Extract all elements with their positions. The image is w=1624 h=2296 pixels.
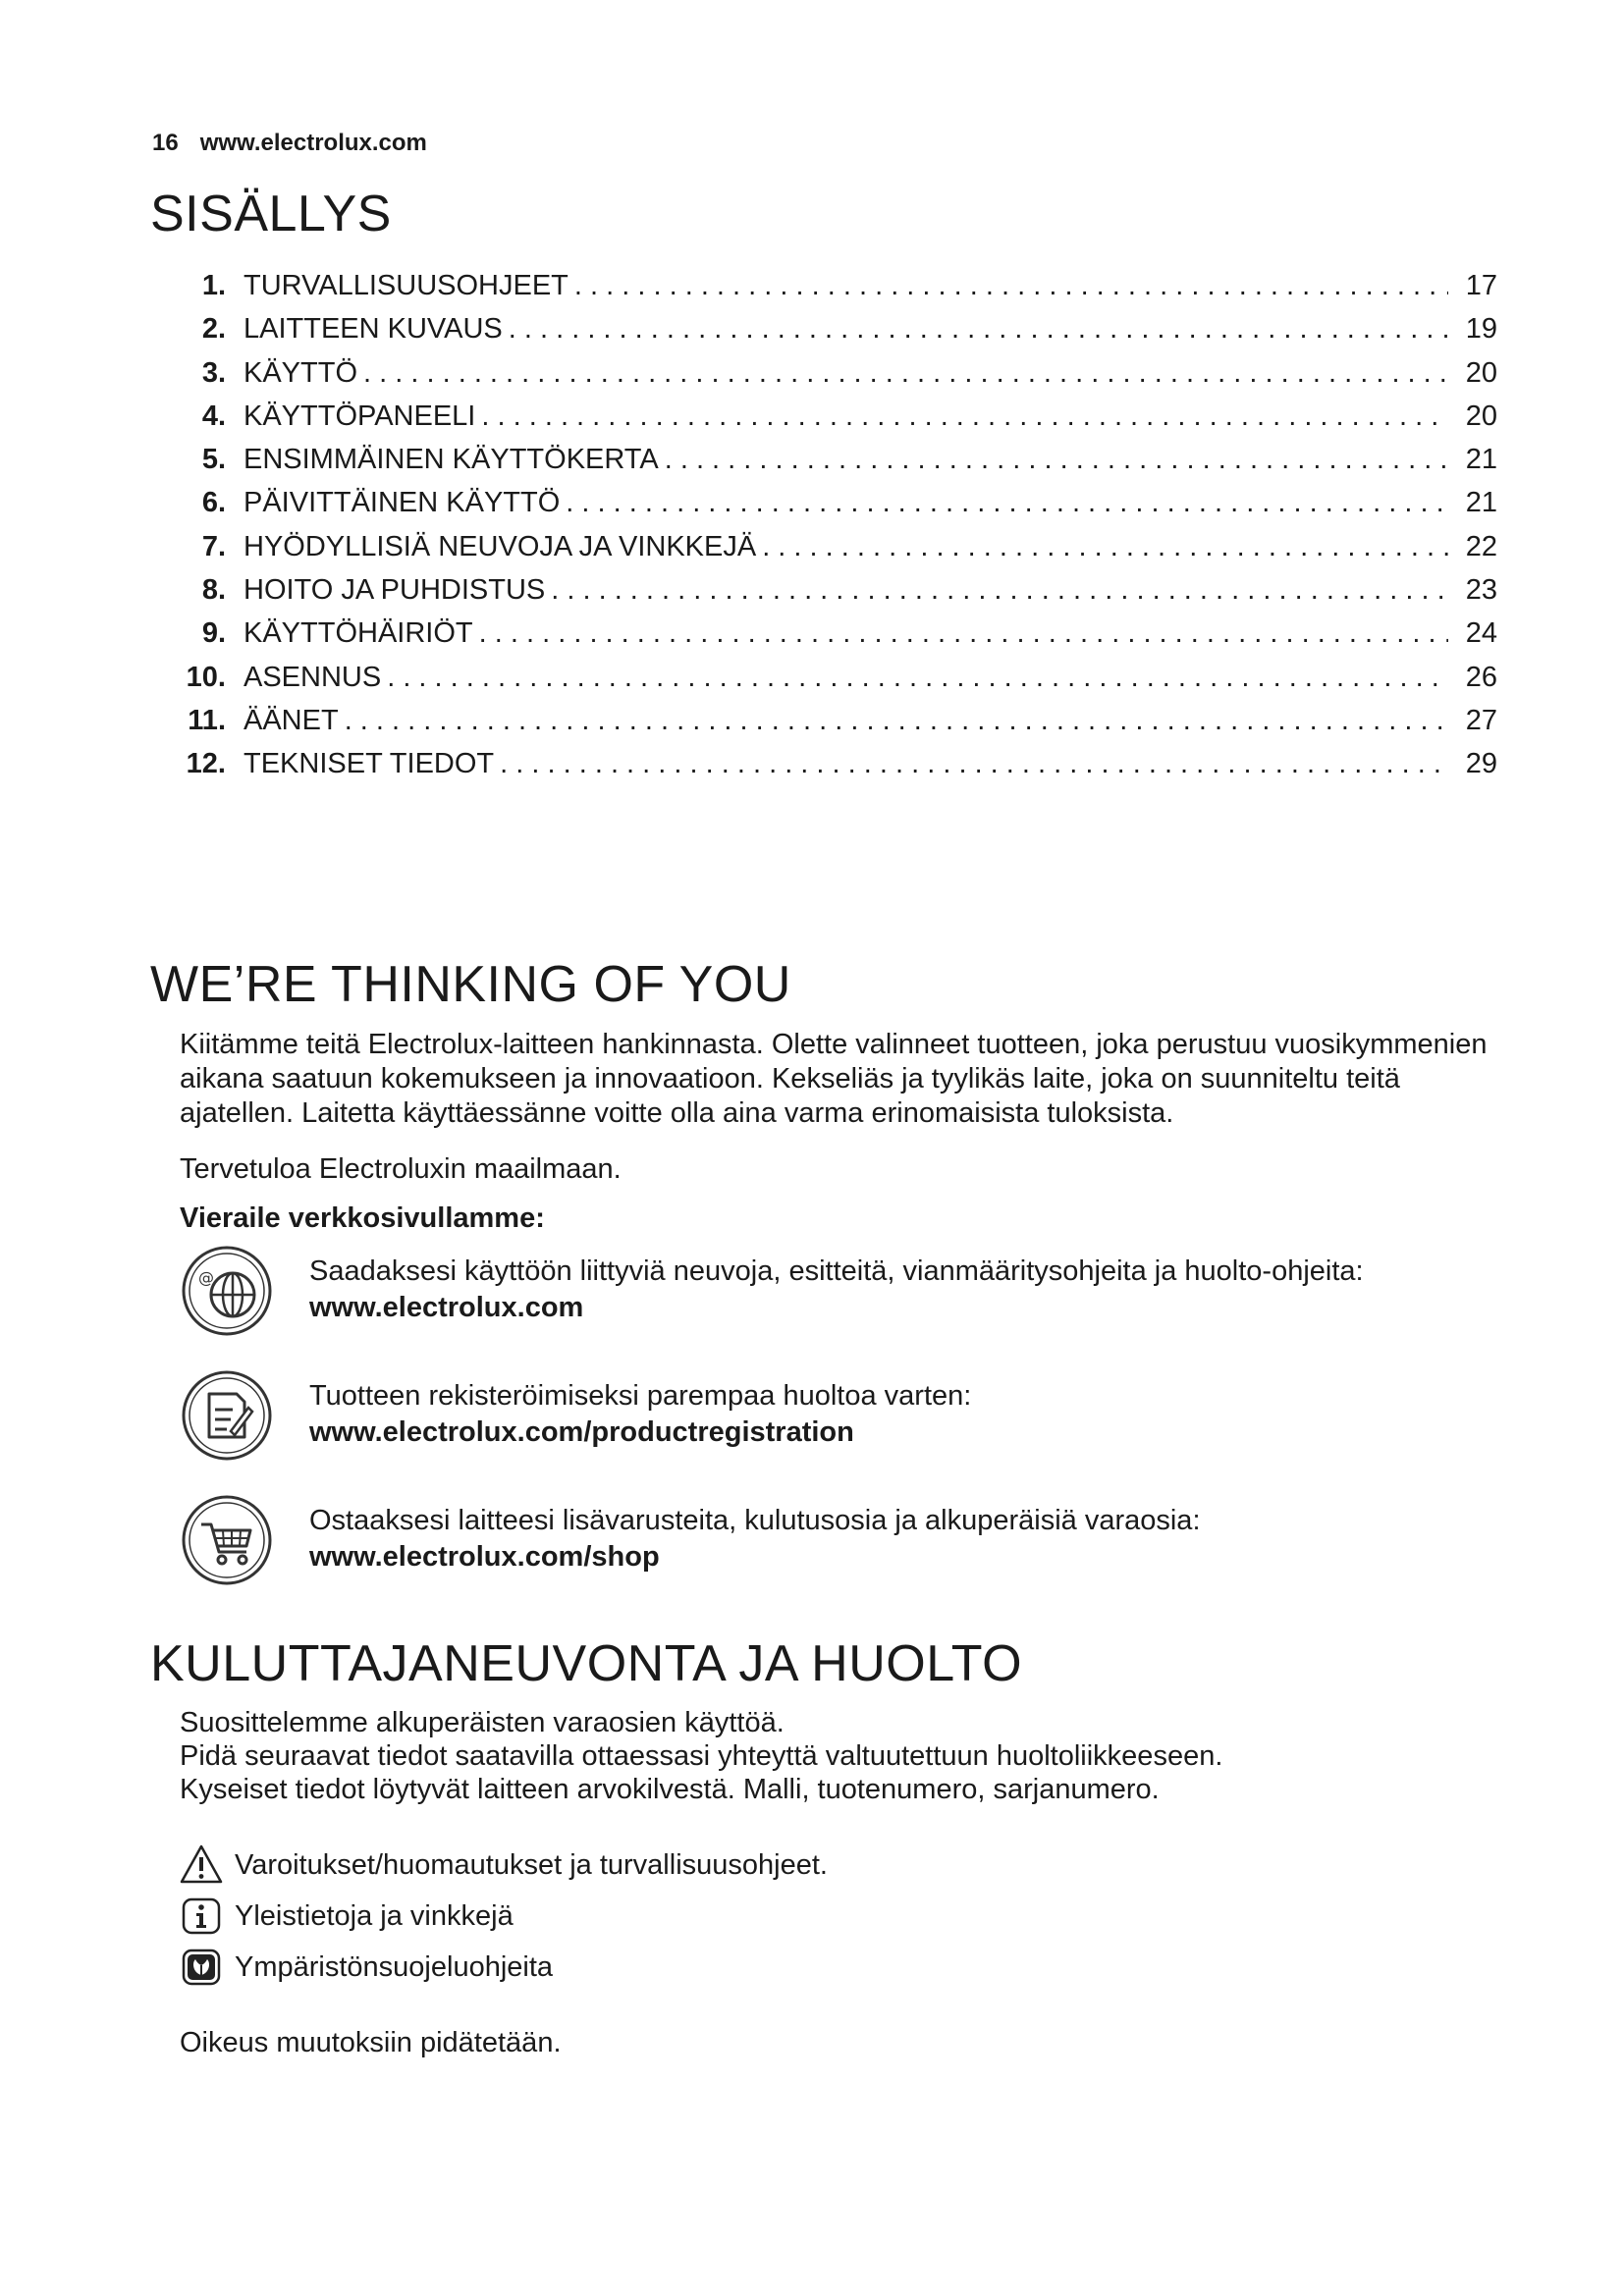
toc-leader-dots: [574, 270, 1448, 302]
toc-item[interactable]: [182, 662, 1497, 705]
toc-leader-dots: [481, 400, 1448, 433]
warning-icon: [180, 1843, 223, 1887]
toc-item-page: 21: [1465, 444, 1497, 476]
page-number: 16: [152, 130, 179, 156]
legend-text-info: Yleistietoja ja vinkkejä: [235, 1899, 514, 1932]
toc-item-title[interactable]: HOITO JA PUHDISTUS: [244, 574, 546, 607]
welcome-text: Tervetuloa Electroluxin maailmaan.: [180, 1153, 622, 1185]
toc-item-title[interactable]: LAITTEEN KUVAUS: [244, 313, 503, 346]
toc-item-number: 3.: [201, 356, 226, 389]
toc-title: SISÄLLYS: [150, 186, 392, 242]
link-website[interactable]: www.electrolux.com: [309, 1292, 584, 1323]
toc-item[interactable]: [182, 270, 1497, 313]
link-registration[interactable]: www.electrolux.com/productregistration: [309, 1416, 854, 1448]
toc-item-number: 2.: [201, 313, 226, 346]
header-url[interactable]: www.electrolux.com: [199, 130, 427, 156]
toc-item[interactable]: [182, 444, 1497, 487]
toc-item[interactable]: [182, 400, 1497, 444]
toc-item-number: 10.: [186, 661, 226, 693]
toc-leader-dots: [345, 705, 1448, 737]
toc-item-title[interactable]: KÄYTTÖHÄIRIÖT: [244, 617, 473, 650]
toc-item[interactable]: [182, 313, 1497, 356]
toc-item[interactable]: [182, 574, 1497, 617]
toc-item-number: 7.: [201, 530, 226, 562]
toc-item-title[interactable]: HYÖDYLLISIÄ NEUVOJA JA VINKKEJÄ: [244, 530, 757, 562]
legend-row-environment: [180, 1946, 553, 1989]
toc-item-number: 4.: [201, 400, 226, 432]
toc-item-title[interactable]: PÄIVITTÄINEN KÄYTTÖ: [244, 487, 561, 519]
toc-item-number: 12.: [186, 748, 226, 780]
visit-text-website: Saadaksesi käyttöön liittyviä neuvoja, esitteitä, vianmääritysohjeita ja huolto-ohjeita:: [309, 1255, 1364, 1287]
page-header: [152, 130, 427, 157]
visit-text-registration: Tuotteen rekisteröimiseksi parempaa huoltoa varten:: [309, 1380, 972, 1412]
legend-row-info: [180, 1895, 514, 1938]
toc-item-page: 22: [1465, 530, 1497, 562]
visit-row-website: [180, 1244, 1495, 1352]
toc-item-page: 27: [1465, 704, 1497, 736]
visit-row-registration: [180, 1368, 1495, 1476]
toc-item-title[interactable]: TEKNISET TIEDOT: [244, 748, 495, 780]
toc-item-number: 11.: [188, 704, 226, 736]
toc-leader-dots: [363, 357, 1448, 390]
toc-leader-dots: [387, 662, 1448, 694]
toc-leader-dots: [479, 617, 1448, 650]
service-title: KULUTTAJANEUVONTA JA HUOLTO: [150, 1635, 1023, 1692]
service-line-2: Pidä seuraavat tiedot saatavilla ottaessasi yhteyttä valtuutettuun huoltoliikkeeseen.: [180, 1740, 1223, 1772]
toc-leader-dots: [551, 574, 1448, 607]
toc-item-page: 17: [1465, 270, 1497, 301]
toc-item-page: 26: [1465, 661, 1497, 693]
intro-paragraph: Kiitämme teitä Electrolux-laitteen hankinnasta. Olette valinneet tuotteen, joka perustuu vuosikymmenien aikana saatuun kokemukseen ja innovaatioon. Kekseliäs ja tyylikäs laite, joka on suunniteltu teitä ajatellen. Laitetta käyttäessänne voitte olla aina varma erinomaisista tuloksista.: [180, 1029, 1488, 1129]
toc-item-title[interactable]: TURVALLISUUSOHJEET: [244, 270, 568, 301]
visit-row-shop: [180, 1493, 1495, 1601]
globe-icon: [180, 1244, 274, 1338]
toc-item-title[interactable]: KÄYTTÖ: [244, 356, 358, 389]
toc-item-number: 1.: [201, 270, 226, 301]
toc-item-number: 8.: [201, 574, 226, 607]
thinking-title: WE’RE THINKING OF YOU: [150, 956, 791, 1013]
toc-leader-dots: [509, 313, 1448, 346]
toc-item-number: 6.: [201, 487, 226, 519]
registration-icon: [180, 1368, 274, 1463]
link-shop[interactable]: www.electrolux.com/shop: [309, 1541, 660, 1573]
toc-item[interactable]: [182, 357, 1497, 400]
toc-item-page: 23: [1465, 574, 1497, 607]
toc-leader-dots: [762, 531, 1448, 563]
toc-item-page: 19: [1465, 313, 1497, 346]
toc-leader-dots: [500, 748, 1448, 780]
service-line-3: Kyseiset tiedot löytyvät laitteen arvokilvestä. Malli, tuotenumero, sarjanumero.: [180, 1774, 1160, 1805]
shopping-cart-icon: [180, 1493, 274, 1587]
service-line-1: Suosittelemme alkuperäisten varaosien käyttöä.: [180, 1707, 785, 1738]
toc-item-title[interactable]: KÄYTTÖPANEELI: [244, 400, 476, 432]
toc-item-number: 9.: [201, 617, 226, 650]
toc-item[interactable]: [182, 748, 1497, 791]
toc-leader-dots: [665, 444, 1448, 476]
toc-item-page: 29: [1465, 748, 1497, 780]
toc-item[interactable]: [182, 487, 1497, 530]
toc-item-title[interactable]: ENSIMMÄINEN KÄYTTÖKERTA: [244, 444, 659, 476]
toc-item[interactable]: [182, 705, 1497, 748]
toc-item-page: 24: [1465, 617, 1497, 650]
legend-text-warning: Varoitukset/huomautukset ja turvallisuusohjeet.: [235, 1848, 828, 1881]
footer-note: Oikeus muutoksiin pidätetään.: [180, 2027, 562, 2058]
visit-heading: Vieraile verkkosivullamme:: [180, 1202, 545, 1234]
toc-item[interactable]: [182, 531, 1497, 574]
toc-item-title[interactable]: ASENNUS: [244, 661, 382, 693]
toc-item-page: 21: [1465, 487, 1497, 519]
toc-item-page: 20: [1465, 400, 1497, 432]
svg-text:@: @: [198, 1268, 214, 1287]
toc-item-number: 5.: [201, 444, 226, 476]
legend-row-warning: [180, 1843, 828, 1887]
environment-icon: [180, 1946, 223, 1989]
toc-leader-dots: [566, 487, 1448, 519]
info-icon: [180, 1895, 223, 1938]
legend-text-environment: Ympäristönsuojeluohjeita: [235, 1950, 554, 1983]
table-of-contents: [182, 270, 1497, 792]
toc-item-title[interactable]: ÄÄNET: [244, 704, 339, 736]
visit-text-shop: Ostaaksesi laitteesi lisävarusteita, kulutusosia ja alkuperäisiä varaosia:: [309, 1505, 1201, 1536]
toc-item[interactable]: [182, 617, 1497, 661]
toc-item-page: 20: [1465, 356, 1497, 389]
